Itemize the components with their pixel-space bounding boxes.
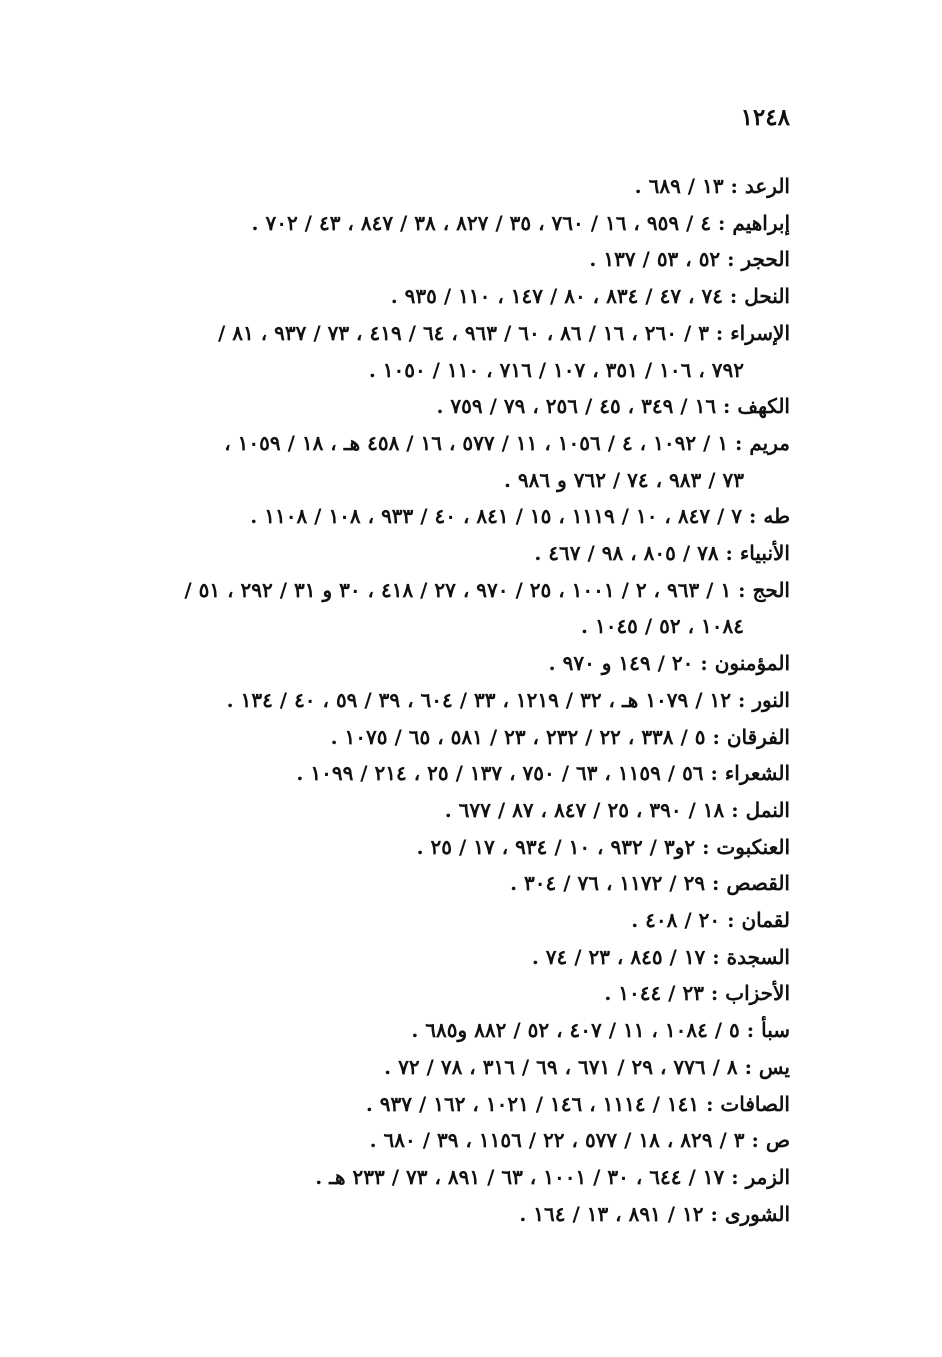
verse-page-references: ١ / ٩٦٣ ، ٢ / ١٠٠١ ، ٢٥ / ٩٧٠ ، ٢٧ / ٤١٨ ، ٣٠ و ٣١ / ٢٩٢ ، ٥١ /	[184, 577, 732, 602]
verse-page-references: ١ / ١٠٩٢ ، ٤ / ١٠٥٦ ، ١١ / ٥٧٧ ، ١٦ / ٤٥٨ هـ ، ١٨ / ١٠٥٩ ،	[224, 430, 729, 455]
index-entry: سبأ : ٥ / ١٠٨٤ ، ١١ / ٤٠٧ ، ٥٢ / ٨٨٢ و٦٨٥ .	[411, 1018, 790, 1043]
surah-name: سبأ	[761, 1018, 790, 1043]
surah-name: الشورى	[724, 1201, 790, 1226]
surah-name: الرعد	[744, 174, 790, 198]
verse-page-references: ٧٤ ، ٤٧ / ٨٣٤ ، ٨٠ / ١٤٧ ، ١١٠ / ٩٣٥ .	[390, 284, 723, 309]
surah-name: النور	[752, 687, 790, 712]
verse-page-references: ٣ / ٨٢٩ ، ١٨ / ٥٧٧ ، ٢٢ / ١١٥٦ ، ٣٩ / ٦٨٠ .	[369, 1128, 745, 1153]
surah-name: ص	[765, 1128, 790, 1153]
index-entry: الإسراء : ٣ / ٢٦٠ ، ١٦ / ٨٦ ، ٦٠ / ٩٦٣ ، ٦٤ / ٤١٩ ، ٧٣ / ٩٣٧ ، ٨١ / ٧٩٢ ، ١٠٦ / ٣٥١ ، ١٠٧ / ٧١٦ ، ١١٠ / ١٠٥٠ .	[112, 315, 790, 388]
verse-page-references: ٢٠ / ٤٠٨ .	[631, 908, 721, 933]
verse-page-references: ١٧ / ٨٤٥ ، ٢٣ / ٧٤ .	[531, 944, 706, 969]
verse-page-references: ٣ / ٢٦٠ ، ١٦ / ٨٦ ، ٦٠ / ٩٦٣ ، ٦٤ / ٤١٩ ، ٧٣ / ٩٣٧ ، ٨١ /	[217, 320, 709, 345]
index-entries	[112, 168, 790, 1232]
verse-page-references: ١٨ / ٣٩٠ ، ٢٥ / ٨٤٧ ، ٨٧ / ٦٧٧ .	[444, 797, 725, 822]
verse-page-references: ٢و٣ / ٩٣٢ ، ١٠ / ٩٣٤ ، ١٧ / ٢٥ .	[416, 834, 696, 859]
surah-name: إبراهيم	[732, 210, 790, 235]
index-entry: العنكبوت : ٢و٣ / ٩٣٢ ، ١٠ / ٩٣٤ ، ١٧ / ٢٥ .	[416, 834, 790, 859]
verse-page-references: ٥ / ١٠٨٤ ، ١١ / ٤٠٧ ، ٥٢ / ٨٨٢ و٦٨٥ .	[411, 1018, 740, 1043]
verse-page-references: ٤ / ٩٥٩ ، ١٦ / ٧٦٠ ، ٣٥ / ٨٢٧ ، ٣٨ / ٨٤٧ ، ٤٣ / ٧٠٢ .	[251, 210, 712, 235]
surah-name: لقمان	[741, 908, 790, 933]
verse-page-references: ٨ / ٧٧٦ ، ٢٩ / ٦٧١ ، ٦٩ / ٣١٦ ، ٧٨ / ٧٢ .	[384, 1054, 738, 1079]
index-entry: طه : ٧ / ٨٤٧ ، ١٠ / ١١١٩ ، ١٥ / ٨٤١ ، ٤٠ / ٩٣٣ ، ١٠٨ / ١١٠٨ .	[250, 504, 790, 529]
verse-page-references: ١٦ / ٣٤٩ ، ٤٥ / ٢٥٦ ، ٧٩ / ٧٥٩ .	[436, 394, 717, 419]
continuation-line: ١٠٨٤ ، ٥٢ / ١٠٤٥ .	[581, 614, 744, 639]
index-entry: الكهف : ١٦ / ٣٤٩ ، ٤٥ / ٢٥٦ ، ٧٩ / ٧٥٩ .	[436, 394, 790, 419]
index-entry: الشعراء : ٥٦ / ١١٥٩ ، ٦٣ / ٧٥٠ ، ١٣٧ / ٢٥ ، ٢١٤ / ١٠٩٩ .	[296, 761, 790, 786]
verse-page-references: ٥ / ٣٣٨ ، ٢٢ / ٢٣٢ ، ٢٣ / ٥٨١ ، ٦٥ / ١٠٧٥ .	[330, 724, 706, 749]
surah-name: السجدة	[726, 944, 790, 969]
index-entry: الرعد : ١٣ / ٦٨٩ .	[634, 174, 790, 198]
verse-page-references: ١٣ / ٦٨٩ .	[634, 174, 724, 198]
surah-name: الزمر	[745, 1164, 790, 1189]
verse-page-references: ٧ / ٨٤٧ ، ١٠ / ١١١٩ ، ١٥ / ٨٤١ ، ٤٠ / ٩٣٣ ، ١٠٨ / ١١٠٨ .	[250, 504, 743, 529]
surah-name: مريم	[749, 430, 790, 455]
index-entry: النحل : ٧٤ ، ٤٧ / ٨٣٤ ، ٨٠ / ١٤٧ ، ١١٠ / ٩٣٥ .	[390, 284, 790, 309]
verse-page-references: ١٢ / ١٠٧٩ هـ ، ٣٢ / ١٢١٩ ، ٣٣ / ٦٠٤ ، ٣٩ / ٥٩ ، ٤٠ / ١٣٤ .	[226, 687, 731, 712]
surah-name: النمل	[745, 797, 790, 822]
continuation-line: ٧٩٢ ، ١٠٦ / ٣٥١ ، ١٠٧ / ٧١٦ ، ١١٠ / ١٠٥٠ .	[368, 357, 744, 382]
index-entry: المؤمنون : ٢٠ / ١٤٩ و ٩٧٠ .	[548, 651, 790, 676]
index-entry: النمل : ١٨ / ٣٩٠ ، ٢٥ / ٨٤٧ ، ٨٧ / ٦٧٧ .	[444, 797, 790, 822]
index-entry: الفرقان : ٥ / ٣٣٨ ، ٢٢ / ٢٣٢ ، ٢٣ / ٥٨١ ، ٦٥ / ١٠٧٥ .	[330, 724, 790, 749]
verse-page-references: ٥٢ ، ٥٣ / ١٣٧ .	[589, 247, 721, 272]
index-entry: إبراهيم : ٤ / ٩٥٩ ، ١٦ / ٧٦٠ ، ٣٥ / ٨٢٧ ، ٣٨ / ٨٤٧ ، ٤٣ / ٧٠٢ .	[251, 210, 790, 235]
verse-page-references: ١٤١ / ١١١٤ ، ١٤٦ / ١٠٢١ ، ١٦٢ / ٩٣٧ .	[365, 1091, 700, 1116]
index-entry: الأحزاب : ٢٣ / ١٠٤٤ .	[604, 981, 790, 1006]
verse-page-references: ٢٣ / ١٠٤٤ .	[604, 981, 704, 1006]
verse-page-references: ١٢ / ٨٩١ ، ١٣ / ١٦٤ .	[519, 1201, 704, 1226]
index-entry: القصص : ٢٩ / ١١٧٢ ، ٧٦ / ٣٠٤ .	[510, 871, 790, 896]
surah-name: الإسراء	[730, 320, 790, 345]
page-number: ١٢٤٨	[740, 104, 790, 131]
verse-page-references: ١٧ / ٦٤٤ ، ٣٠ / ١٠٠١ ، ٦٣ / ٨٩١ ، ٧٣ / ٢٣٣ هـ .	[315, 1164, 725, 1189]
index-entry: ص : ٣ / ٨٢٩ ، ١٨ / ٥٧٧ ، ٢٢ / ١١٥٦ ، ٣٩ / ٦٨٠ .	[369, 1128, 790, 1153]
index-entry: يس : ٨ / ٧٧٦ ، ٢٩ / ٦٧١ ، ٦٩ / ٣١٦ ، ٧٨ / ٧٢ .	[384, 1054, 790, 1079]
surah-name: الصافات	[720, 1091, 790, 1116]
index-entry: النور : ١٢ / ١٠٧٩ هـ ، ٣٢ / ١٢١٩ ، ٣٣ / ٦٠٤ ، ٣٩ / ٥٩ ، ٤٠ / ١٣٤ .	[226, 687, 790, 712]
surah-name: الحج	[752, 577, 790, 602]
index-entry: الصافات : ١٤١ / ١١١٤ ، ١٤٦ / ١٠٢١ ، ١٦٢ / ٩٣٧ .	[365, 1091, 790, 1116]
index-entry: الأنبياء : ٧٨ / ٨٠٥ ، ٩٨ / ٤٦٧ .	[534, 541, 790, 566]
verse-page-references: ٢٠ / ١٤٩ و ٩٧٠ .	[548, 651, 694, 676]
index-entry: الحجر : ٥٢ ، ٥٣ / ١٣٧ .	[589, 247, 790, 272]
index-entry: الشورى : ١٢ / ٨٩١ ، ١٣ / ١٦٤ .	[519, 1201, 790, 1226]
surah-name: المؤمنون	[714, 651, 790, 676]
index-entry: الزمر : ١٧ / ٦٤٤ ، ٣٠ / ١٠٠١ ، ٦٣ / ٨٩١ ، ٧٣ / ٢٣٣ هـ .	[315, 1164, 790, 1189]
index-entry: مريم : ١ / ١٠٩٢ ، ٤ / ١٠٥٦ ، ١١ / ٥٧٧ ، ١٦ / ٤٥٨ هـ ، ١٨ / ١٠٥٩ ، ٧٣ / ٩٨٣ ، ٧٤ / ٧٦٢ و ٩٨٦ .	[112, 425, 790, 498]
surah-name: يس	[758, 1054, 790, 1079]
continuation-line: ٧٣ / ٩٨٣ ، ٧٤ / ٧٦٢ و ٩٨٦ .	[503, 467, 744, 492]
index-entry: السجدة : ١٧ / ٨٤٥ ، ٢٣ / ٧٤ .	[531, 944, 790, 969]
surah-name: العنكبوت	[716, 834, 790, 859]
surah-name: الكهف	[737, 394, 790, 419]
index-entry: الحج : ١ / ٩٦٣ ، ٢ / ١٠٠١ ، ٢٥ / ٩٧٠ ، ٢٧ / ٤١٨ ، ٣٠ و ٣١ / ٢٩٢ ، ٥١ / ١٠٨٤ ، ٥٢ / ١٠٤٥ .	[112, 572, 790, 645]
surah-name: طه	[763, 504, 790, 529]
surah-name: الحجر	[741, 247, 790, 272]
surah-name: الفرقان	[726, 724, 790, 749]
surah-name: القصص	[726, 871, 790, 896]
surah-name: الأحزاب	[725, 981, 790, 1006]
verse-page-references: ٢٩ / ١١٧٢ ، ٧٦ / ٣٠٤ .	[510, 871, 706, 896]
surah-name: الشعراء	[724, 761, 790, 786]
index-entry: لقمان : ٢٠ / ٤٠٨ .	[631, 908, 790, 933]
surah-name: الأنبياء	[739, 541, 790, 566]
verse-page-references: ٧٨ / ٨٠٥ ، ٩٨ / ٤٦٧ .	[534, 541, 719, 566]
verse-page-references: ٥٦ / ١١٥٩ ، ٦٣ / ٧٥٠ ، ١٣٧ / ٢٥ ، ٢١٤ / ١٠٩٩ .	[296, 761, 704, 786]
surah-name: النحل	[744, 284, 790, 309]
